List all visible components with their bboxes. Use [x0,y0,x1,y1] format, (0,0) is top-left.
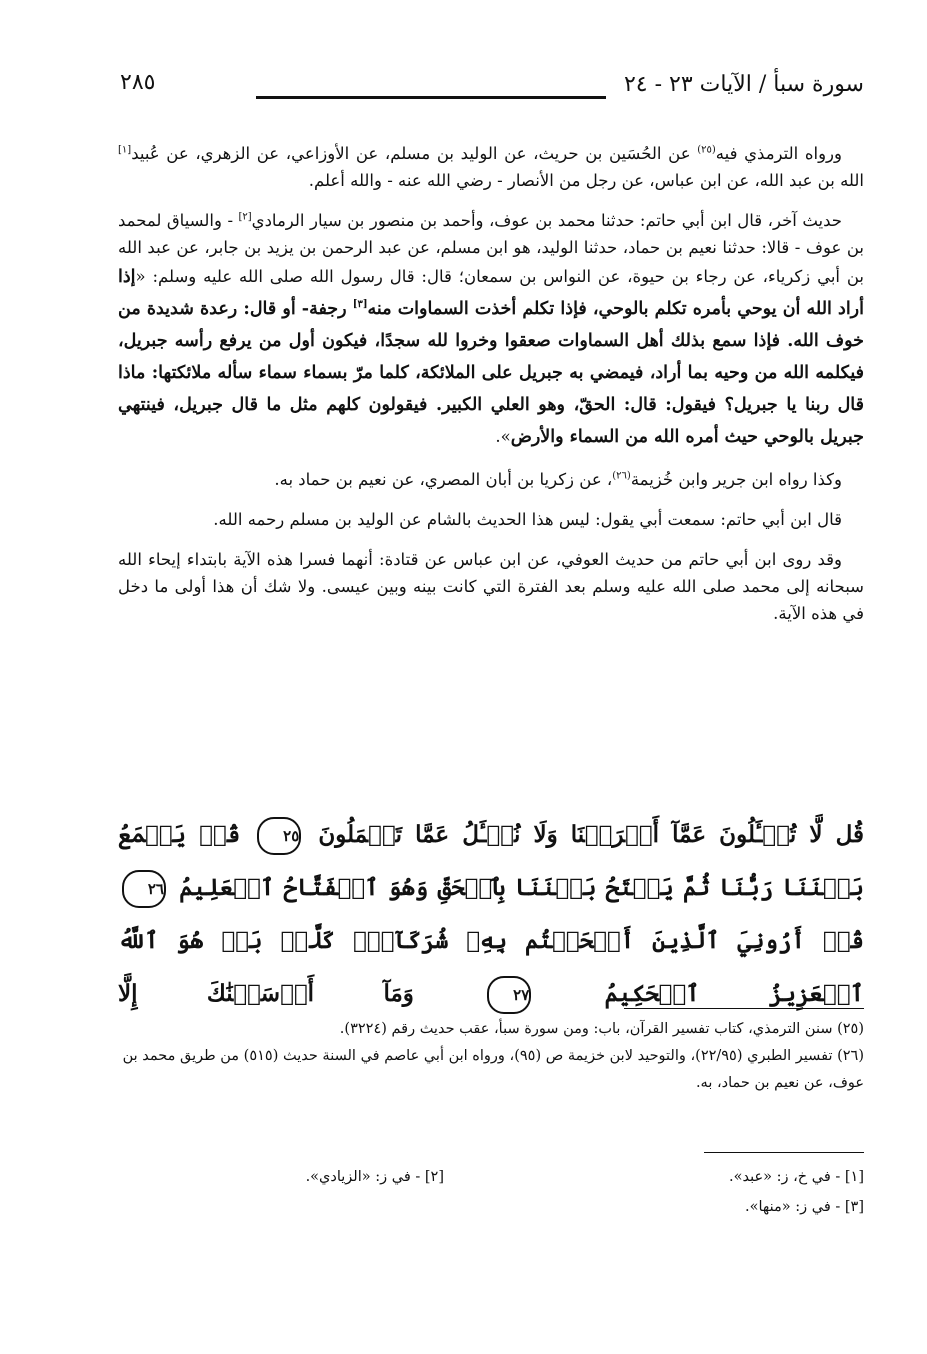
quran-verses [118,808,864,1020]
variants-separator [704,1152,864,1153]
footnote-25: (٢٥) سنن الترمذي، كتاب تفسير القرآن، باب: ومن سورة سبأ، عقب حديث رقم (٣٢٢٤). [339,1021,864,1037]
variant-2: [٢] - في ز: «الزيادي». [305,1169,444,1185]
verse-text: قُلۡ أَرُونِيَ ٱلَّذِينَ أَلۡحَقۡتُم بِهِۦ شُرَكَآءَۖ كَلَّاۚ بَلۡ هُوَ ٱللَّهُ ٱلۡعَزِيزُ ٱلۡحَكِيمُ [118,927,864,1007]
page-number: ٢٨٥ [120,70,156,95]
verse-text: قُلۡ يَجۡمَعُ بَيۡنَنَا رَبُّنَا ثُمَّ يَفۡتَحُ بَيۡنَنَا بِٱلۡحَقِّ وَهُوَ ٱلۡفَتَّاحُ ٱلۡعَلِيمُ [118,821,864,901]
variant-ref: [٣] [352,299,368,311]
variants-row [118,1192,864,1222]
header-rule [256,96,606,99]
text: ورواه الترمذي فيه [715,144,842,163]
text: حديث آخر، قال ابن أبي حاتم: حدثنا محمد بن عوف، وأحمد بن منصور بن سيار الرمادي [251,211,842,230]
text: ، عن زكريا بن أبان المصري، عن نعيم بن حماد به. [274,470,613,489]
paragraph-ibn-jarir [118,466,864,493]
page-header [120,68,864,108]
footnote-separator [624,1008,864,1009]
text: رجفة- أو قال: رعدة شديدة من خوف الله. فإذا سمع بذلك أهل السماوات صعقوا وخروا لله سجدًا، فيكون أول من يرفع رأسه جبريل، فيكلمه الله من وحيه بما أراد، فيمضي به جبريل على الملائكة، كلما مرّ بسماء سماء سأله ملائكتها: ماذا قال ربنا يا جبريل؟ فيقول: قال: الحقّ، وهو العلي الكبير. فيقولون كلهم مثل ما قال جبريل، فينتهي جبريل بالوحي حيث أمره الله من السماء والأرض [118,299,864,447]
manuscript-variants [118,1162,864,1222]
hadith-text [118,267,864,447]
variant-1: [١] - في خ، ز: «عبد». [728,1169,864,1185]
text: عن الحُسَين بن حريث، عن الوليد بن مسلم، عن الأوزاعي، عن الزهري، عن عُبيد [131,144,698,163]
footnote-26: (٢٦) تفسير الطبري (٢٢/٩٥)، والتوحيد لابن خزيمة ص (٩٥)، ورواه ابن أبي عاصم في السنة حديث (٥١٥) من طريق محمد بن عوف، عن نعيم بن حماد، به. [122,1048,864,1091]
variants-row [118,1162,864,1192]
paragraph-ibn-abi-hatim: قال ابن أبي حاتم: سمعت أبي يقول: ليس هذا الحديث بالشام عن الوليد بن مسلم رحمه الله. [213,510,842,529]
text: - والسياق لمحمد بن عوف - قالا: حدثنا نعيم بن حماد، حدثنا الوليد، هو ابن مسلم، عن عبد الرحمن بن يزيد بن جابر، عن عبد الله بن أبي زكرياء، عن رجاء بن حيوة، عن النواس بن سمعان؛ قال: قال رسول الله صلى الله عليه وسلم: « [118,211,864,286]
text: الله بن عبد الله، عن ابن عباس، عن رجل من الأنصار - رضي الله عنه - والله أعلم. [308,171,864,190]
footnotes [118,1016,864,1097]
variant-3: [٣] - في ز: «منها». [745,1199,864,1215]
paragraph-awfi: وقد روى ابن أبي حاتم من حديث العوفي، عن ابن عباس عن قتادة: أنهما فسرا هذه الآية بابتداء إيحاء الله سبحانه إلى محمد صلى الله عليه وسلم بعد الفترة التي كانت بينه وبين عيسى. ولا شك أن هذا أولى ما دخل في هذه الآية. [118,550,864,623]
text: ». [495,427,511,446]
footnote-ref: (٢٦) [612,470,631,482]
paragraph-tirmidhi [118,140,864,194]
main-text [118,140,864,640]
ayah-number-mark: ٢٦ [122,870,166,908]
footnote-ref: (٢٥) [697,144,716,156]
text: إذا أراد الله أن يوحي بأمره تكلم بالوحي، فإذا تكلم أخذت السماوات منه [118,267,864,319]
paragraph-hadith [118,207,864,453]
running-title: سورة سبأ / الآيات ٢٣ - ٢٤ [623,72,864,97]
ayah-number-mark: ٢٧ [487,976,531,1014]
verse-text: وَمَآ أَرۡسَلۡنَٰكَ إِلَّا [118,980,414,1007]
text: وكذا رواه ابن جرير وابن خُزيمة [630,470,842,489]
ayah-number-mark: ٢٥ [257,817,301,855]
variant-ref: [٢] [238,211,252,223]
verse-text: قُل لَّا تُسۡـَٔلُونَ عَمَّآ أَجۡرَمۡنَا وَلَا نُسۡـَٔلُ عَمَّا تَعۡمَلُونَ [318,821,864,848]
variant-ref: [١] [118,144,132,156]
